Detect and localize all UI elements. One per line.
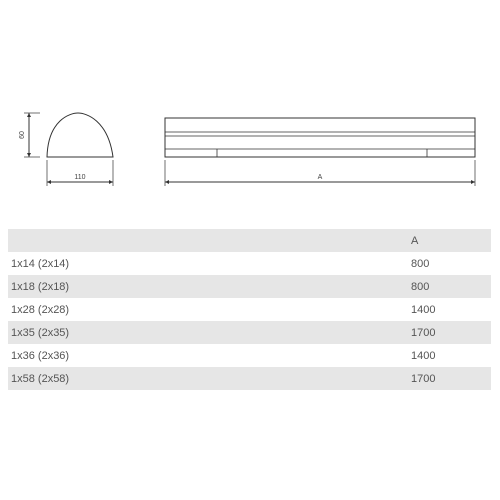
a-cell: 1700 <box>411 326 436 339</box>
a-cell: 1400 <box>411 349 436 362</box>
table-header-a: A <box>411 234 419 247</box>
length-dimension-label: A <box>317 174 323 181</box>
a-cell: 800 <box>411 280 430 293</box>
table-header-row <box>8 229 491 252</box>
dimension-table <box>8 229 491 390</box>
model-cell: 1x36 (2x36) <box>11 349 70 362</box>
width-dimension-label: 110 <box>74 174 86 181</box>
a-cell: 1400 <box>411 303 436 316</box>
model-cell: 1x14 (2x14) <box>11 257 70 270</box>
table-row <box>8 252 491 275</box>
technical-drawing <box>0 0 500 200</box>
table-row <box>8 298 491 321</box>
table-row <box>8 367 491 390</box>
profile-view <box>24 113 113 186</box>
height-dimension-label: 60 <box>19 131 26 139</box>
model-cell: 1x28 (2x28) <box>11 303 70 316</box>
model-cell: 1x58 (2x58) <box>11 372 70 385</box>
a-cell: 1700 <box>411 372 436 385</box>
profile-outline <box>47 113 113 157</box>
model-cell: 1x18 (2x18) <box>11 280 70 293</box>
table-row <box>8 321 491 344</box>
model-cell: 1x35 (2x35) <box>11 326 70 339</box>
table-row <box>8 344 491 367</box>
table-row <box>8 275 491 298</box>
a-cell: 800 <box>411 257 430 270</box>
